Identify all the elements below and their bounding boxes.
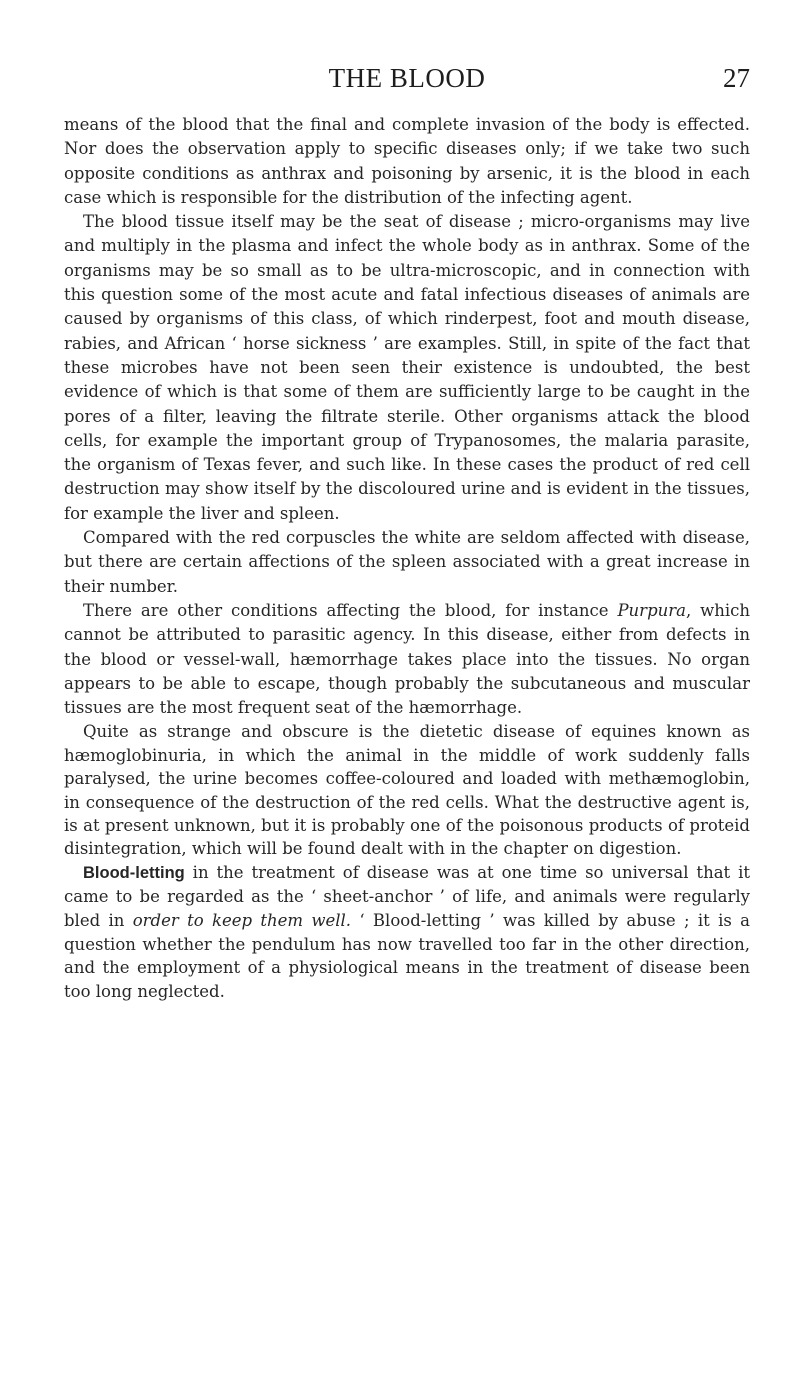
paragraph-haemoglobinuria: Quite as strange and obscure is the dietetic disease of equines known as hæmoglobinuria, in which the animal in the middle of work suddenly falls paralysed, the urine becomes coffee-coloured and loaded with methæmoglobin, in consequence of the destruction of the red cells. What the destructive agent is, is at present unknown, but it is probably one of the poisonous products of proteid disintegration, which will be found dealt with in the chapter on digestion.: [64, 722, 750, 859]
paragraph-blood-tissue-disease: The blood tissue itself may be the seat of disease ; micro-organisms may live and multiply in the plasma and infect the whole body as in anthrax. Some of the organisms may be so small as to be ultra-microscopic, and in connection with this question some of the most acute and fatal infectious diseases of animals are caused by organisms of this class, of which rinderpest, foot and mouth disease, rabies, and African ‘ horse sickness ’ are examples. Still, in spite of the fact that these microbes have not been seen their existence is undoubted, the best evidence of which is that some of them are sufficiently large to be caught in the pores of a filter, leaving the filtrate sterile. Other organisms attack the blood cells, for example the important group of Trypanosomes, the malaria parasite, the organism of Texas fever, and such like. In these cases the product of red cell destruction may show itself by the discoloured urine and is evident in the tissues, for example the liver and spleen.: [64, 212, 750, 523]
purpura-text-after: , which cannot be attributed to parasitic agency. In this disease, either from defects in the blood or vessel-wall, hæmorrhage takes place into the tissues. No organ appears to be able to escape, though probably the subcutaneous and muscular tissues are the most frequent seat of the hæmorrhage.: [64, 600, 751, 718]
blood-letting-italic-phrase: order to keep them well.: [132, 911, 352, 931]
blood-letting-text-after: ‘ Blood-letting ’ was killed by abuse ; it is a question whether the pendulum has now travelled too far in the other direction, and the employment of a physiological means in the treatment of disease been too long neglected.: [64, 911, 751, 1001]
paragraph-purpura: [64, 599, 750, 720]
body-text: [64, 113, 750, 1003]
purpura-term: Purpura: [617, 600, 686, 620]
blood-letting-text-before: in the treatment of disease was at one time so universal that it came to be regarded as the ‘ sheet-anchor ’ of life, and animals were regularly bled in: [64, 862, 750, 931]
paragraph-blood-letting: [64, 861, 750, 1004]
running-title: THE BLOOD: [328, 63, 486, 93]
paragraph-continued-invasion: means of the blood that the final and complete invasion of the body is effected. Nor does the observation apply to specific diseases only; if we take two such opposite conditions as anthrax and poisoning by arsenic, it is the blood in each case which is responsible for the distribution of the infecting agent.: [64, 115, 750, 207]
blood-letting-heading: Blood-letting: [83, 863, 185, 882]
paragraph-white-corpuscles: Compared with the red corpuscles the white are seldom affected with disease, but there are certain affections of the spleen associated with a great increase in their number.: [64, 528, 750, 596]
purpura-text-before: There are other conditions affecting the blood, for instance: [83, 600, 618, 620]
page-number: 27: [723, 63, 750, 93]
running-head: [64, 58, 750, 98]
